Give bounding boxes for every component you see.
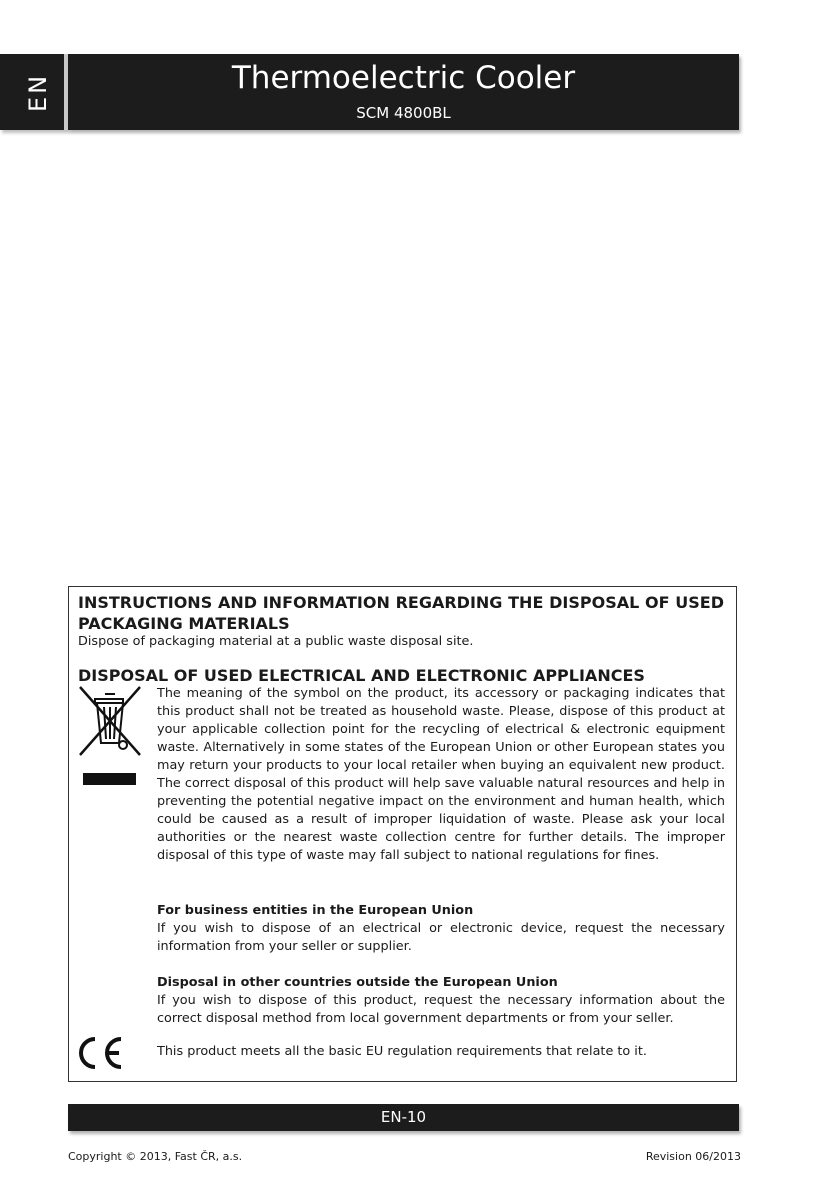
separate-collection-bar-icon <box>83 773 136 785</box>
language-tab <box>0 54 68 130</box>
other-countries-text: If you wish to dispose of this product, request the necessary information about the correct disposal method from local government departments or from your seller. <box>157 993 725 1026</box>
page-number-bar <box>68 1104 739 1131</box>
business-heading: For business entities in the European Union <box>157 903 474 918</box>
disposal-info-box <box>68 586 737 1082</box>
language-label: EN <box>24 72 52 112</box>
page-number: EN-10 <box>380 1108 427 1126</box>
ce-mark-icon <box>75 1035 125 1071</box>
page-title: Thermoelectric Cooler <box>231 60 576 96</box>
business-text: If you wish to dispose of an electrical or electronic device, request the necessary information from your seller or supplier. <box>157 921 725 954</box>
revision-text: Revision 06/2013 <box>645 1150 741 1163</box>
appliances-heading: DISPOSAL OF USED ELECTRICAL AND ELECTRONIC APPLIANCES <box>78 666 645 685</box>
other-countries-heading: Disposal in other countries outside the European Union <box>157 975 558 990</box>
model-number: SCM 4800BL <box>356 104 451 122</box>
ce-compliance-text: This product meets all the basic EU regulation requirements that relate to it. <box>157 1044 647 1059</box>
title-bar <box>68 54 739 130</box>
appliances-text: The meaning of the symbol on the product, its accessory or packaging indicates that this product shall not be treated as household waste. Please, dispose of this product at your applicable collection point for the recycling of electrical & electronic equipment waste. Alternatively in some states of the European Union or other European states you may return your products to your local retailer when buying an equivalent new product. The correct disposal of this product will help save valuable natural resources and help in preventing the potential negative impact on the environment and human health, which could be caused as a result of improper liquidation of waste. Please ask your local authorities or the nearest waste collection centre for further details. The improper disposal of this type of waste may fall subject to national regulations for fines. <box>157 686 725 863</box>
copyright-text: Copyright © 2013, Fast ČR, a.s. <box>68 1150 243 1163</box>
crossed-out-wheelie-bin-icon <box>78 685 142 758</box>
packaging-text: Dispose of packaging material at a public waste disposal site. <box>78 634 474 649</box>
packaging-heading: INSTRUCTIONS AND INFORMATION REGARDING THE DISPOSAL OF USED PACKAGING MATERIALS <box>78 593 724 633</box>
